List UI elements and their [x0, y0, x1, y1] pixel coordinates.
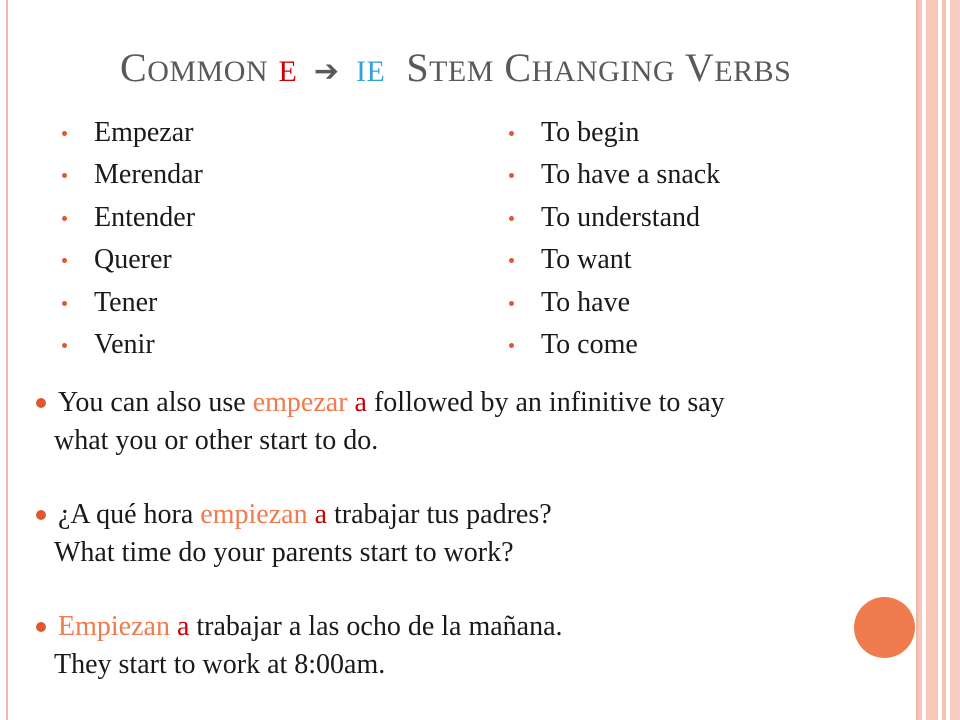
- arrow-right-icon: ➔: [313, 55, 340, 88]
- list-item: Tener: [94, 282, 203, 324]
- bullet-icon: [36, 510, 46, 520]
- note-item: You can also use empezar a followed by an infinitive to say what you or other start to do.: [40, 384, 880, 460]
- list-item: Venir: [94, 324, 203, 366]
- notes-section: [40, 384, 880, 684]
- list-item: To understand: [541, 197, 720, 239]
- bullet-icon: [36, 622, 46, 632]
- list-item: To have: [541, 282, 720, 324]
- list-item: To have a snack: [541, 154, 720, 196]
- list-item: Querer: [94, 239, 203, 281]
- english-meaning-list: [541, 112, 720, 366]
- list-item: To come: [541, 324, 720, 366]
- list-item: To want: [541, 239, 720, 281]
- title-ie: IE: [356, 55, 386, 88]
- list-item: To begin: [541, 112, 720, 154]
- list-item: Entender: [94, 197, 203, 239]
- note-item: Empiezan a trabajar a las ocho de la mañana. They start to work at 8:00am.: [40, 608, 880, 684]
- bullet-icon: [509, 216, 514, 221]
- slide-title: COMMON E ➔ IE STEM CHANGING VERBS: [120, 45, 792, 90]
- bullet-icon: [36, 398, 46, 408]
- decorative-circle: [854, 597, 915, 658]
- bullet-icon: [62, 216, 67, 221]
- bullet-icon: [62, 343, 67, 348]
- list-item: Merendar: [94, 154, 203, 196]
- decorative-stripes: [918, 0, 960, 720]
- list-item: Empezar: [94, 112, 203, 154]
- bullet-icon: [509, 301, 514, 306]
- bullet-icon: [509, 343, 514, 348]
- note-item: ¿A qué hora empiezan a trabajar tus padres? What time do your parents start to work?: [40, 496, 880, 572]
- title-e: E: [278, 55, 298, 88]
- bullet-icon: [62, 131, 67, 136]
- bullet-icon: [62, 301, 67, 306]
- bullet-icon: [509, 131, 514, 136]
- spanish-verb-list: [94, 112, 203, 366]
